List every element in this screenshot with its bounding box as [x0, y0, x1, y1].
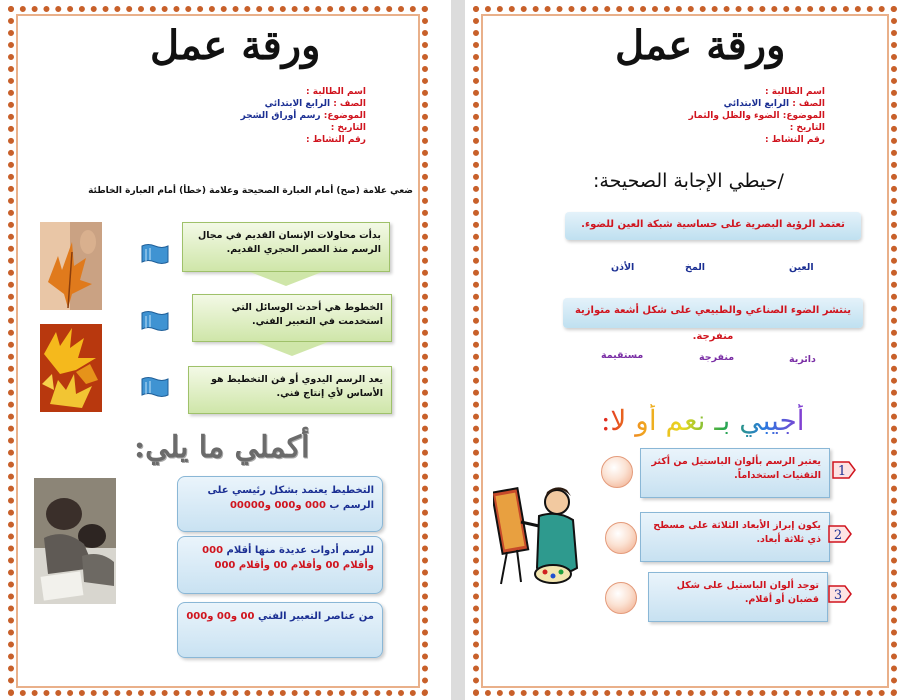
answer-circle-2[interactable]	[605, 522, 637, 554]
grade-label: الصف :	[333, 99, 366, 109]
grade-label: الصف :	[792, 99, 825, 109]
number-badge-2	[827, 524, 853, 544]
subject-label: الموضوع:	[782, 111, 825, 121]
answer-circle-3[interactable]	[605, 582, 637, 614]
students-drawing-photo	[34, 478, 116, 604]
question-2-option-1: دائرية	[789, 354, 816, 365]
statement-1-arrow	[250, 272, 322, 286]
date-label: التاريخ :	[789, 123, 825, 133]
statement-1-text: بدأت محاولات الإنسان القديم في مجال الرسم منذ العصر الحجري القديم.	[198, 230, 381, 255]
question-1-banner	[565, 212, 861, 240]
autumn-leaf-photo	[40, 222, 102, 310]
question-1-text: تعتمد الرؤية البصرية على حساسية شبكة العين للضوء.	[581, 219, 845, 230]
tf-item-2-text: يكون إبراز الأبعاد الثلاثة على مسطح ذي ثلاثة أبعاد.	[653, 520, 821, 545]
subject-value: رسم أوراق الشجر	[240, 111, 321, 121]
student-name-label: اسم الطالبة :	[765, 87, 825, 97]
complete-item-2-blank: 000 وأقلام 00 وأقلام 00 وأقلام 000	[202, 545, 374, 571]
complete-item-3-blank: 00 و00 و000	[186, 611, 255, 622]
grade-value: الرابع الابتدائي	[264, 99, 331, 109]
flag-icon	[140, 310, 170, 334]
date-label: التاريخ :	[330, 123, 366, 133]
flag-icon	[140, 243, 170, 267]
statement-3-text: يعد الرسم اليدوي أو فن التخطيط هو الأساس لأي إنتاج فني.	[211, 374, 383, 399]
statement-1	[182, 222, 390, 272]
activity-number-label: رقم النشاط :	[305, 135, 366, 145]
question-1-option-3: الأذن	[611, 262, 635, 273]
page-gutter	[451, 0, 465, 700]
flag-icon	[140, 376, 170, 400]
answer-circle-1[interactable]	[601, 456, 633, 488]
yes-no-title	[601, 404, 805, 437]
complete-item-1-blank: 000 و000 و00000	[229, 500, 326, 511]
question-2-option-2: منفرجة	[699, 352, 735, 363]
right-info-block	[625, 86, 825, 146]
complete-item-3-text: من عناصر التعبير الفني	[257, 611, 374, 622]
number-badge-2-text: 2	[833, 528, 843, 543]
true-false-instruction: ضعي علامة (صح) أمام العبارة الصحيحة وعلامة (خطأ) أمام العبارة الخاطئة	[88, 186, 413, 196]
left-info-block	[166, 86, 366, 146]
number-badge-3-text: 3	[833, 588, 843, 603]
activity-number-label: رقم النشاط :	[764, 135, 825, 145]
right-page	[465, 0, 900, 700]
left-page-title: ورقة عمل	[150, 22, 321, 69]
statement-3	[188, 366, 392, 414]
tf-item-1-text: يعتبر الرسم بألوان الباستيل من أكثر التقنيات استخداماً.	[651, 456, 821, 481]
tf-item-2	[640, 512, 830, 562]
yes-no-title-text: أجيبي بـ نعم أو لا:	[601, 404, 805, 437]
number-badge-3	[827, 584, 853, 604]
subject-value: الضوء والظل والثمار	[688, 111, 780, 121]
statement-2	[192, 294, 392, 342]
question-2-option-3: مستقيمة	[601, 350, 644, 361]
circle-answer-title: /حيطي الإجابة الصحيحة:	[593, 170, 784, 192]
complete-section-title: أكملي ما يلي:	[134, 430, 310, 465]
statement-2-arrow	[256, 342, 328, 356]
complete-item-1	[177, 476, 383, 532]
question-1-option-2: المخ	[685, 262, 706, 273]
painter-clipart	[493, 476, 585, 592]
number-badge-1	[831, 460, 857, 480]
tf-item-1	[640, 448, 830, 498]
right-page-title: ورقة عمل	[615, 22, 786, 69]
complete-item-1-text: التخطيط يعتمد بشكل رئيسي على الرسم ب	[207, 485, 374, 511]
complete-item-2	[177, 536, 383, 594]
question-1-option-1: العين	[789, 262, 814, 273]
grade-value: الرابع الابتدائي	[723, 99, 790, 109]
question-2-text: ينتشر الضوء الصناعي والطبيعي على شكل أشعة متوازية منفرجة.	[574, 305, 852, 342]
complete-item-3	[177, 602, 383, 658]
number-badge-1-text: 1	[837, 464, 847, 479]
statement-2-text: الخطوط هي أحدث الوسائل التي استخدمت في التعبير الفني.	[231, 302, 383, 327]
student-name-label: اسم الطالبة :	[306, 87, 366, 97]
tf-item-3	[648, 572, 828, 622]
subject-label: الموضوع:	[323, 111, 366, 121]
tf-item-3-text: توجد ألوان الباستيل على شكل قضبان أو أقلام.	[676, 580, 819, 605]
yellow-leaves-photo	[40, 324, 102, 412]
complete-item-2-text: للرسم أدوات عديدة منها أقلام	[226, 545, 374, 556]
question-2-banner	[563, 298, 863, 342]
